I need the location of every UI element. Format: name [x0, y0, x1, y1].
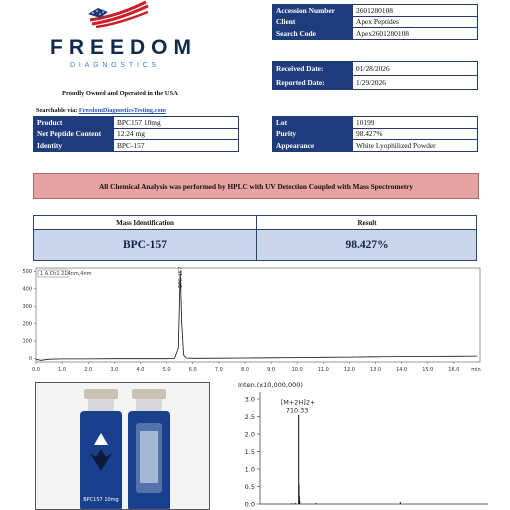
owned-statement: Proudly Owned and Operated in the USA — [62, 90, 178, 97]
chrom-y-tick-label: 400 — [22, 286, 32, 293]
mass-spectrum — [238, 380, 496, 510]
chrom-x-tick-label: 16.0 — [448, 367, 460, 373]
logo-wordmark: FREEDOM — [50, 36, 197, 59]
accession-label: Accession Number — [273, 5, 353, 17]
search-code-value: Apex2601280108 — [353, 28, 478, 40]
lot-table — [272, 116, 478, 152]
appearance-value: White Lyophilized Powder — [353, 140, 478, 152]
hplc-chromatogram — [14, 262, 494, 376]
chrom-peak-label: BPC-157 — [178, 266, 185, 288]
chrom-x-tick-label: 0.0 — [32, 367, 40, 373]
lot-value: 10199 — [353, 117, 478, 129]
result-table — [33, 215, 477, 261]
chrom-x-tick-label: 1.0 — [58, 367, 67, 373]
lot-label: Lot — [273, 117, 353, 129]
net-peptide-label: Net Peptide Content — [34, 128, 114, 140]
chrom-x-tick-label: min — [471, 367, 481, 373]
mass-ion-label: [M+2H]2+ — [280, 398, 316, 407]
mass-y-tick-label: 0.0 — [244, 500, 255, 509]
chrom-y-tick-label: 200 — [22, 321, 32, 328]
chrom-x-tick-label: 5.0 — [162, 367, 171, 373]
product-table — [33, 116, 239, 152]
chrom-legend: 1 A.Ch1 214nm,4nm — [40, 271, 92, 277]
identity-value: BPC-157 — [114, 140, 239, 152]
chrom-y-tick-label: 0 — [28, 356, 32, 363]
chrom-x-tick-label: 2.0 — [84, 367, 93, 373]
table-row — [273, 140, 478, 152]
result-header-row — [34, 216, 476, 230]
net-peptide-value: 12.24 mg — [114, 128, 239, 140]
purity-value: 98.427% — [353, 128, 478, 140]
table-row — [273, 62, 478, 76]
accession-table — [272, 4, 478, 40]
chrom-plot-area — [36, 268, 480, 362]
table-row — [273, 16, 478, 28]
mass-y-tick-label: 2.0 — [244, 430, 255, 439]
chrom-y-tick-label: 300 — [22, 303, 32, 310]
result-header: Result — [357, 219, 377, 227]
reported-date-label: Reported Date: — [273, 76, 353, 90]
vial-photo — [35, 382, 210, 510]
chrom-x-tick-label: 3.0 — [110, 367, 119, 373]
reported-date-value: 1/29/2026 — [353, 76, 478, 90]
chrom-x-tick-label: 9.0 — [267, 367, 276, 373]
table-row — [34, 117, 239, 129]
mass-id-header: Mass Identification — [116, 219, 174, 227]
logo-subtitle: DIAGNOSTICS — [70, 62, 161, 69]
mass-y-tick-label: 3.0 — [244, 395, 255, 404]
product-label: Product — [34, 117, 114, 129]
chrom-x-tick-label: 10.0 — [291, 367, 303, 373]
chrom-y-tick-label: 100 — [22, 338, 32, 345]
website-link[interactable]: FreedomDiagnosticsTesting.com — [78, 107, 166, 114]
result-value: 98.427% — [345, 239, 389, 251]
purity-label: Purity — [273, 128, 353, 140]
accession-value: 2601280108 — [353, 5, 478, 17]
mass-y-tick-label: 2.5 — [244, 412, 255, 421]
identity-label: Identity — [34, 140, 114, 152]
mass-id-value: BPC-157 — [122, 239, 168, 251]
vial-photo-illustration — [36, 383, 210, 510]
mass-y-tick-label: 1.0 — [244, 465, 255, 474]
dates-table — [272, 61, 478, 90]
chrom-x-tick-label: 13.0 — [369, 367, 382, 373]
mass-y-tick-label: 1.5 — [244, 447, 255, 456]
chrom-x-tick-label: 12.0 — [343, 367, 355, 373]
search-code-label: Search Code — [273, 28, 353, 40]
appearance-label: Appearance — [273, 140, 353, 152]
chrom-x-tick-label: 14.0 — [396, 367, 408, 373]
table-row — [273, 76, 478, 90]
analysis-method-banner: All Chemical Analysis was performed by HPLC with UV Detection Coupled with Mass Spectrometry — [33, 173, 479, 199]
chrom-x-tick-label: 8.0 — [240, 367, 249, 373]
chrom-x-tick-label: 7.0 — [214, 367, 223, 373]
client-label: Client — [273, 16, 353, 28]
table-row — [273, 5, 478, 17]
searchable-line — [36, 107, 166, 114]
chrom-x-tick-label: 4.0 — [136, 367, 145, 373]
table-row — [34, 128, 239, 140]
chrom-x-tick-label: 11.0 — [317, 367, 329, 373]
client-value: Apex Peptides — [353, 16, 478, 28]
chrom-x-tick-label: 6.0 — [188, 367, 197, 373]
table-row — [34, 140, 239, 152]
result-divider — [256, 216, 257, 260]
flag-logo-icon — [88, 0, 150, 28]
received-date-label: Received Date: — [273, 62, 353, 76]
table-row — [273, 28, 478, 40]
searchable-prefix: Searchable via: — [36, 107, 78, 114]
chrom-y-tick-label: 500 — [22, 269, 32, 276]
mass-y-tick-label: 0.5 — [244, 482, 255, 491]
mass-y-axis-label: Inten.(x10,000,000) — [238, 381, 303, 389]
product-value: BPC157 10mg — [114, 117, 239, 129]
vial-label-text: BPC157 10mg — [83, 497, 119, 503]
received-date-value: 01/28/2026 — [353, 62, 478, 76]
chrom-x-tick-label: 15.0 — [422, 367, 434, 373]
table-row — [273, 117, 478, 129]
mass-peak-value-label: 710.33 — [285, 406, 309, 415]
result-value-row — [34, 230, 476, 260]
table-row — [273, 128, 478, 140]
